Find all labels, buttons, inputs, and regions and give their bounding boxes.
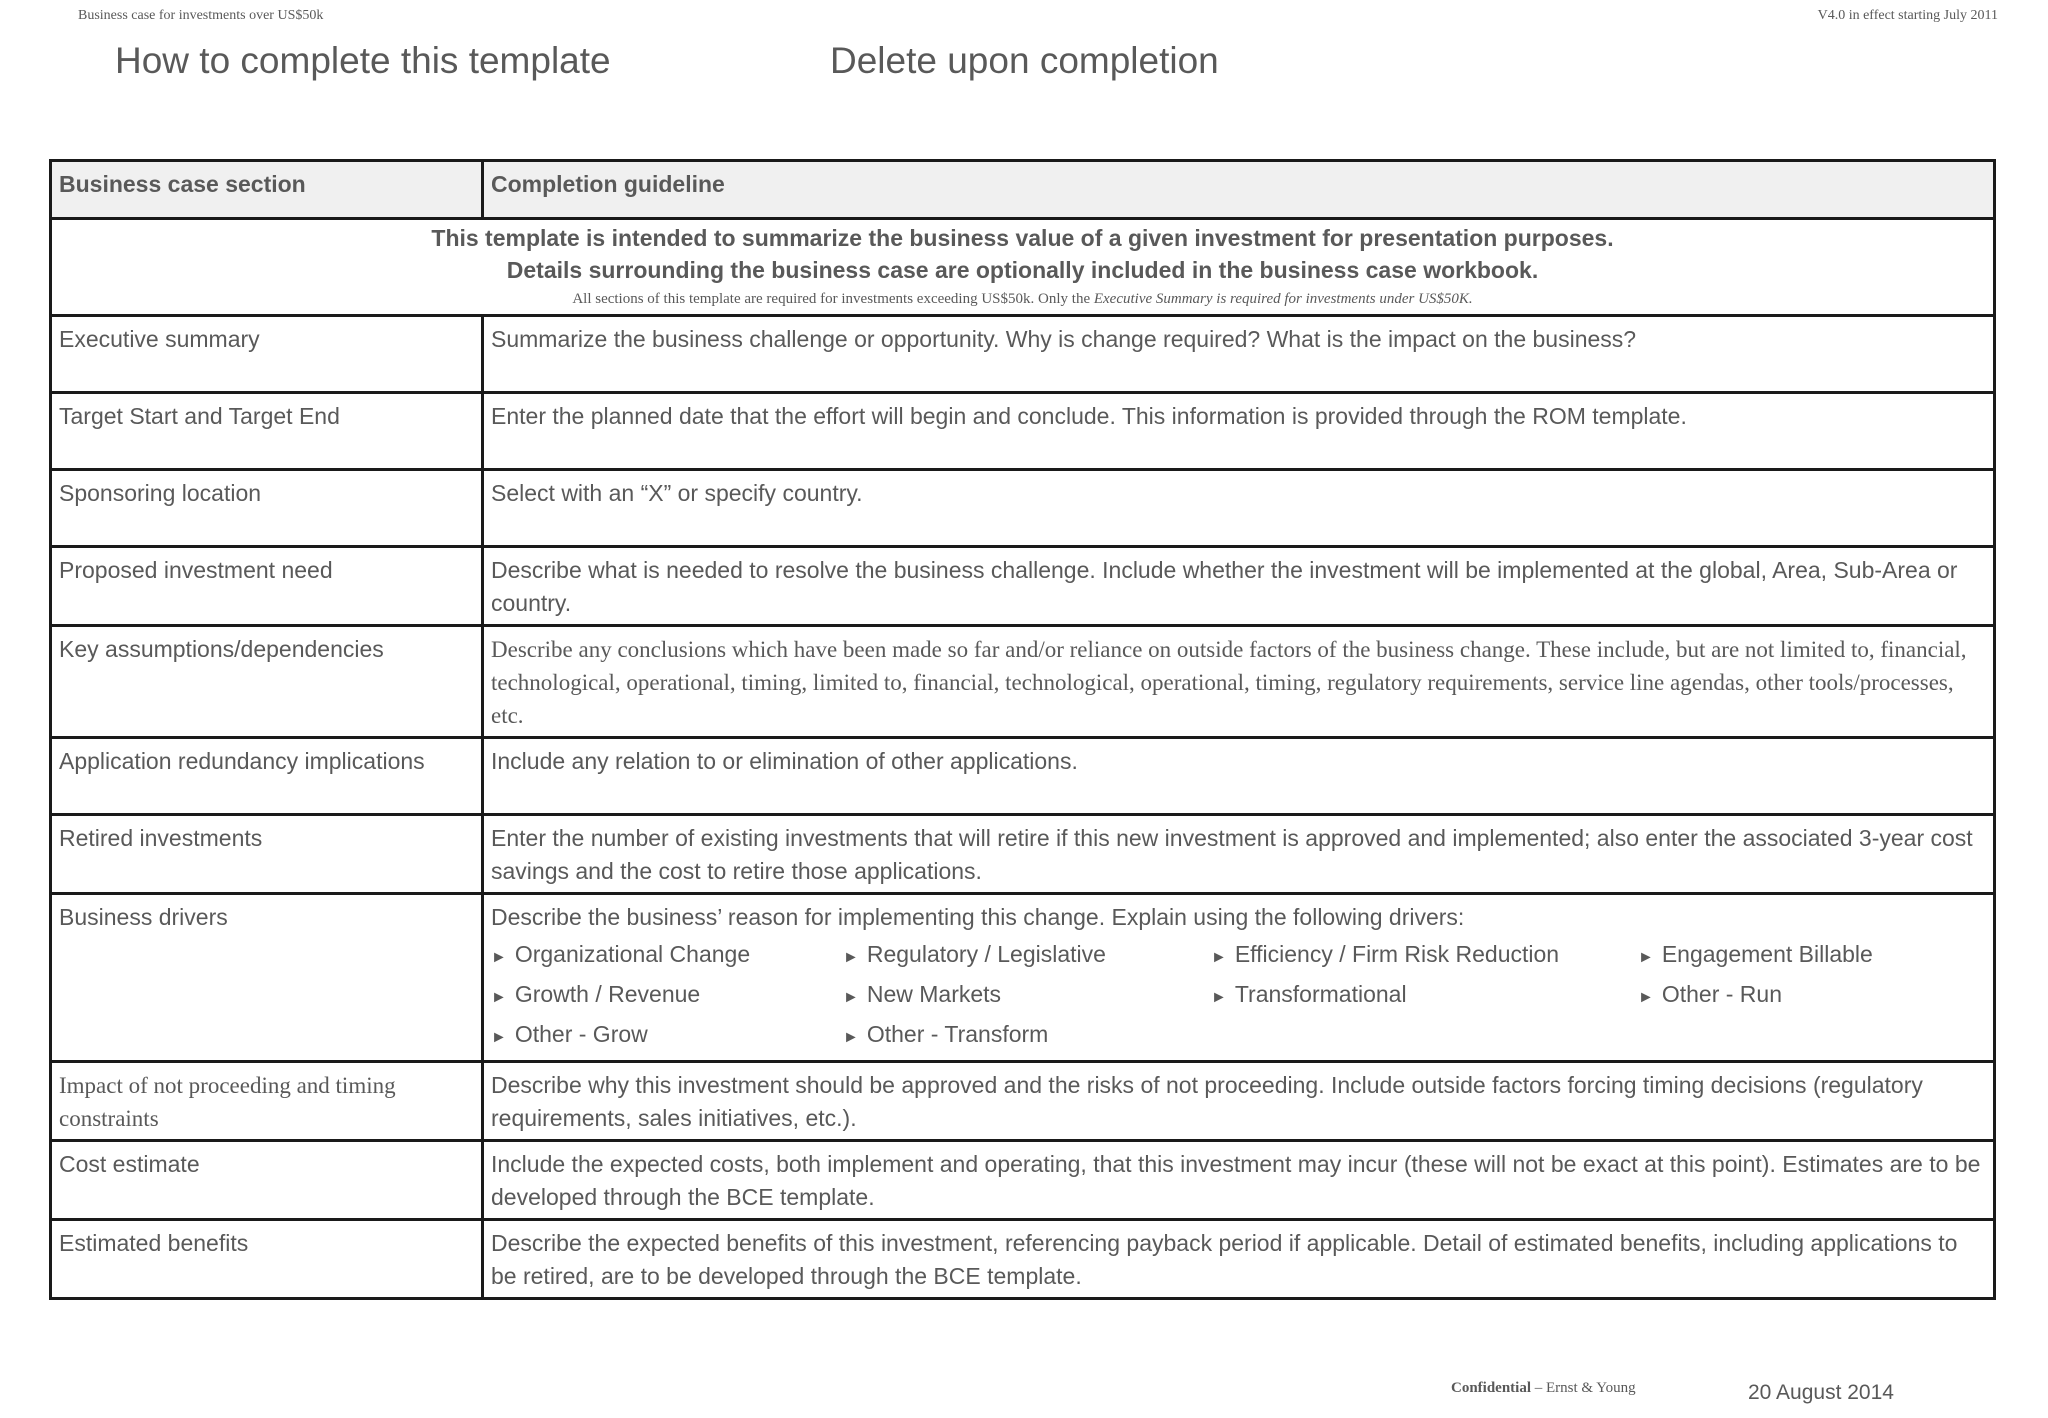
section-cell: Key assumptions/dependencies <box>51 626 483 738</box>
triangle-right-icon: ► <box>1211 949 1227 966</box>
driver-item: ► Other - Transform <box>843 1021 1049 1047</box>
section-cell: Impact of not proceeding and timing constraints <box>51 1062 483 1141</box>
section-cell: Estimated benefits <box>51 1220 483 1299</box>
table-row <box>51 1220 1995 1299</box>
triangle-right-icon: ► <box>1638 989 1654 1006</box>
intro-line-2: Details surrounding the business case are optionally included in the business case workbook. <box>506 257 1539 283</box>
driver-item: ► New Markets <box>843 981 1002 1007</box>
guideline-cell: Include the expected costs, both implement and operating, that this investment may incur (these will not be exact at this point). Estimates are to be developed through the BCE template. <box>483 1141 1995 1220</box>
intro-line-1: This template is intended to summarize the business value of a given investment for presentation purposes. <box>431 225 1614 251</box>
driver-item: ► Efficiency / Firm Risk Reduction <box>1211 941 1560 967</box>
table-row <box>51 894 1995 1062</box>
driver-item: ► Growth / Revenue <box>491 981 701 1007</box>
driver-item: ► Engagement Billable <box>1638 941 1873 967</box>
section-cell: Cost estimate <box>51 1141 483 1220</box>
intro-note-italic: Executive Summary is required for investments under US$50K. <box>1093 291 1473 307</box>
table-row <box>51 393 1995 470</box>
table-row <box>51 1062 1995 1141</box>
table-row <box>51 738 1995 815</box>
table-row <box>51 1141 1995 1220</box>
driver-item: ► Organizational Change <box>491 941 751 967</box>
guideline-cell: Describe what is needed to resolve the business challenge. Include whether the investment will be implemented at the global, Area, Sub-Area or country. <box>483 547 1995 626</box>
page-subtitle: Delete upon completion <box>830 40 1219 81</box>
company-name: – Ernst & Young <box>1531 1380 1636 1396</box>
intro-note-text: All sections of this template are required for investments exceeding US$50k. Only the <box>572 291 1094 307</box>
triangle-right-icon: ► <box>843 1029 859 1046</box>
driver-item: ► Other - Run <box>1638 981 1782 1007</box>
confidential-label: Confidential <box>1451 1380 1532 1396</box>
guideline-cell: Enter the planned date that the effort will begin and conclude. This information is provided through the ROM template. <box>483 393 1995 470</box>
guideline-cell: Describe the expected benefits of this investment, referencing payback period if applicable. Detail of estimated benefits, including applications to be retired, are to be developed through the BCE template. <box>483 1220 1995 1299</box>
section-cell: Sponsoring location <box>51 470 483 547</box>
section-cell: Application redundancy implications <box>51 738 483 815</box>
footer-date: 20 August 2014 <box>1748 1381 1894 1404</box>
guideline-cell: Summarize the business challenge or opportunity. Why is change required? What is the impact on the business? <box>483 316 1995 393</box>
driver-item: ► Regulatory / Legislative <box>843 941 1106 967</box>
intro-row <box>51 219 1995 316</box>
section-cell: Target Start and Target End <box>51 393 483 470</box>
section-cell: Executive summary <box>51 316 483 393</box>
table-row <box>51 547 1995 626</box>
triangle-right-icon: ► <box>843 949 859 966</box>
table-row <box>51 626 1995 738</box>
document-version: V4.0 in effect starting July 2011 <box>1817 8 1998 23</box>
section-cell: Business drivers <box>51 894 483 1062</box>
intro-note <box>58 286 1987 312</box>
triangle-right-icon: ► <box>1638 949 1654 966</box>
drivers-intro: Describe the business’ reason for implementing this change. Explain using the following drivers: <box>491 904 1465 930</box>
section-cell: Retired investments <box>51 815 483 894</box>
triangle-right-icon: ► <box>491 989 507 1006</box>
page-title: How to complete this template <box>115 40 611 81</box>
driver-item: ► Transformational <box>1211 981 1407 1007</box>
drivers-list <box>491 936 1987 1056</box>
intro-cell <box>51 219 1995 316</box>
guideline-cell: Describe any conclusions which have been made so far and/or reliance on outside factors of the business change. These include, but are not limited to, financial, technological, operational, timing, limited to, financial, technological, operational, timing, regulatory requirements, service line agendas, other tools/processes, etc. <box>483 626 1995 738</box>
footer-confidential <box>1451 1380 1636 1397</box>
section-cell: Proposed investment need <box>51 547 483 626</box>
triangle-right-icon: ► <box>491 949 507 966</box>
column-header-guideline: Completion guideline <box>483 161 1995 219</box>
guideline-cell: Select with an “X” or specify country. <box>483 470 1995 547</box>
guideline-cell <box>483 894 1995 1062</box>
guideline-cell: Include any relation to or elimination of other applications. <box>483 738 1995 815</box>
table-header-row <box>51 161 1995 219</box>
guideline-table <box>49 159 1996 1300</box>
guideline-cell: Enter the number of existing investments that will retire if this new investment is approved and implemented; also enter the associated 3-year cost savings and the cost to retire those applications. <box>483 815 1995 894</box>
triangle-right-icon: ► <box>491 1029 507 1046</box>
document-header-left: Business case for investments over US$50k <box>78 8 324 23</box>
driver-item: ► Other - Grow <box>491 1021 648 1047</box>
table-row <box>51 815 1995 894</box>
triangle-right-icon: ► <box>1211 989 1227 1006</box>
table-row <box>51 470 1995 547</box>
triangle-right-icon: ► <box>843 989 859 1006</box>
guideline-cell: Describe why this investment should be approved and the risks of not proceeding. Include outside factors forcing timing decisions (regulatory requirements, sales initiatives, etc.). <box>483 1062 1995 1141</box>
column-header-section: Business case section <box>51 161 483 219</box>
table-row <box>51 316 1995 393</box>
